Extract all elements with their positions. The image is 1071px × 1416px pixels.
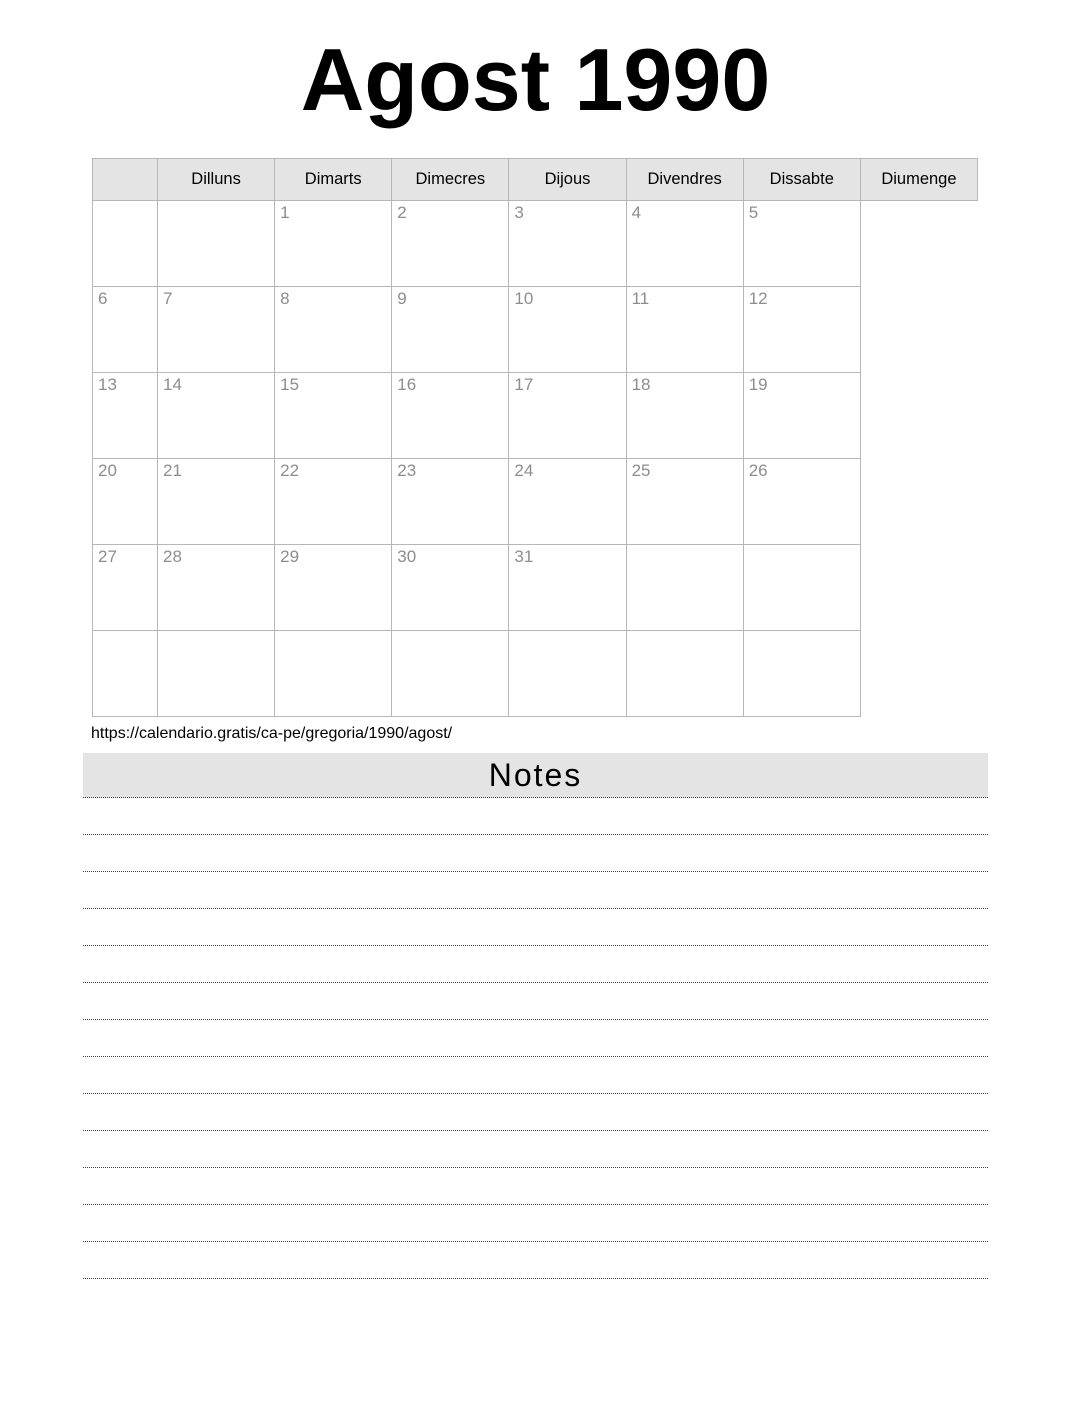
day-number: 13: [98, 375, 117, 394]
day-cell-6: [93, 287, 158, 373]
note-line: [83, 909, 988, 946]
note-line: [83, 1094, 988, 1131]
page-title: Agost 1990: [300, 30, 771, 129]
day-cell-17: [509, 373, 626, 459]
day-number: 5: [748, 203, 759, 222]
day-cell-26: [743, 459, 860, 545]
day-cell-24: [509, 459, 626, 545]
day-number: 23: [397, 461, 417, 480]
week-row: [93, 545, 978, 631]
day-cell-10: [509, 287, 626, 373]
day-cell-7: [158, 287, 275, 373]
day-number: 25: [631, 461, 651, 480]
day-cell-31: [509, 545, 626, 631]
day-cell-16: [392, 373, 509, 459]
week-number-column: [93, 159, 158, 201]
calendar-head: [93, 159, 978, 201]
day-cell-empty: [743, 631, 860, 717]
day-cell-23: [392, 459, 509, 545]
day-cell-empty: [743, 545, 860, 631]
day-number: 20: [98, 461, 117, 480]
note-line: [83, 983, 988, 1020]
day-number: 10: [514, 289, 534, 308]
day-cell-2: [392, 201, 509, 287]
day-cell-empty: [158, 201, 275, 287]
day-cell-20: [93, 459, 158, 545]
weekday-header-dissabte: Dissabte: [743, 159, 860, 201]
note-line: [83, 1205, 988, 1242]
day-cell-empty: [158, 631, 275, 717]
weekday-header-row: [93, 159, 978, 201]
notes-title: Notes: [488, 757, 583, 793]
day-cell-5: [743, 201, 860, 287]
day-cell-empty: [93, 631, 158, 717]
day-number: 12: [748, 289, 768, 308]
day-number: 31: [514, 547, 534, 566]
note-line: [83, 835, 988, 872]
weekday-header-diumenge: Diumenge: [860, 159, 977, 201]
weekday-header-dimecres: Dimecres: [392, 159, 509, 201]
day-cell-19: [743, 373, 860, 459]
day-cell-4: [626, 201, 743, 287]
day-cell-21: [158, 459, 275, 545]
day-cell-30: [392, 545, 509, 631]
day-number: 19: [748, 375, 768, 394]
day-number: 14: [163, 375, 182, 394]
day-cell-18: [626, 373, 743, 459]
day-cell-29: [275, 545, 392, 631]
day-number: 26: [748, 461, 768, 480]
weekday-header-dimarts: Dimarts: [275, 159, 392, 201]
day-number: 2: [397, 203, 407, 222]
day-cell-28: [158, 545, 275, 631]
day-cell-9: [392, 287, 509, 373]
note-line: [83, 946, 988, 983]
note-line: [83, 1131, 988, 1168]
note-line: [83, 1168, 988, 1205]
day-number: 22: [280, 461, 300, 480]
weekday-header-dijous: Dijous: [509, 159, 626, 201]
day-cell-27: [93, 545, 158, 631]
weekday-header-dilluns: Dilluns: [158, 159, 275, 201]
day-number: 6: [98, 289, 108, 308]
day-cell-11: [626, 287, 743, 373]
week-row: [93, 631, 978, 717]
day-number: 8: [280, 289, 290, 308]
day-number: 29: [280, 547, 300, 566]
day-number: 1: [280, 203, 290, 222]
week-row: [93, 373, 978, 459]
day-cell-empty: [392, 631, 509, 717]
day-cell-1: [275, 201, 392, 287]
day-cell-12: [743, 287, 860, 373]
day-number: 24: [514, 461, 534, 480]
day-number: 15: [280, 375, 300, 394]
day-cell-empty: [93, 201, 158, 287]
day-cell-3: [509, 201, 626, 287]
day-number: 16: [397, 375, 417, 394]
week-row: [93, 459, 978, 545]
day-cell-15: [275, 373, 392, 459]
notes-header: [83, 753, 988, 798]
day-number: 27: [98, 547, 117, 566]
calendar-table: [92, 158, 978, 717]
day-cell-13: [93, 373, 158, 459]
day-cell-8: [275, 287, 392, 373]
day-number: 4: [631, 203, 642, 222]
day-number: 3: [514, 203, 524, 222]
day-number: 28: [163, 547, 182, 566]
weekday-header-divendres: Divendres: [626, 159, 743, 201]
note-line: [83, 1242, 988, 1279]
notes-lines: [83, 798, 988, 1279]
day-cell-25: [626, 459, 743, 545]
day-cell-empty: [626, 631, 743, 717]
day-number: 9: [397, 289, 407, 308]
note-line: [83, 872, 988, 909]
day-number: 7: [163, 289, 173, 308]
note-line: [83, 1057, 988, 1094]
week-row: [93, 201, 978, 287]
day-cell-22: [275, 459, 392, 545]
day-number: 11: [631, 289, 650, 308]
source-url: https://calendario.gratis/ca-pe/gregoria/1990/agost/: [91, 725, 453, 742]
day-number: 21: [163, 461, 182, 480]
day-cell-empty: [509, 631, 626, 717]
day-cell-empty: [275, 631, 392, 717]
day-cell-14: [158, 373, 275, 459]
week-row: [93, 287, 978, 373]
day-number: 30: [397, 547, 417, 566]
day-cell-empty: [626, 545, 743, 631]
calendar-body: [93, 201, 978, 717]
day-number: 17: [514, 375, 534, 394]
note-line: [83, 798, 988, 835]
day-number: 18: [631, 375, 651, 394]
note-line: [83, 1020, 988, 1057]
